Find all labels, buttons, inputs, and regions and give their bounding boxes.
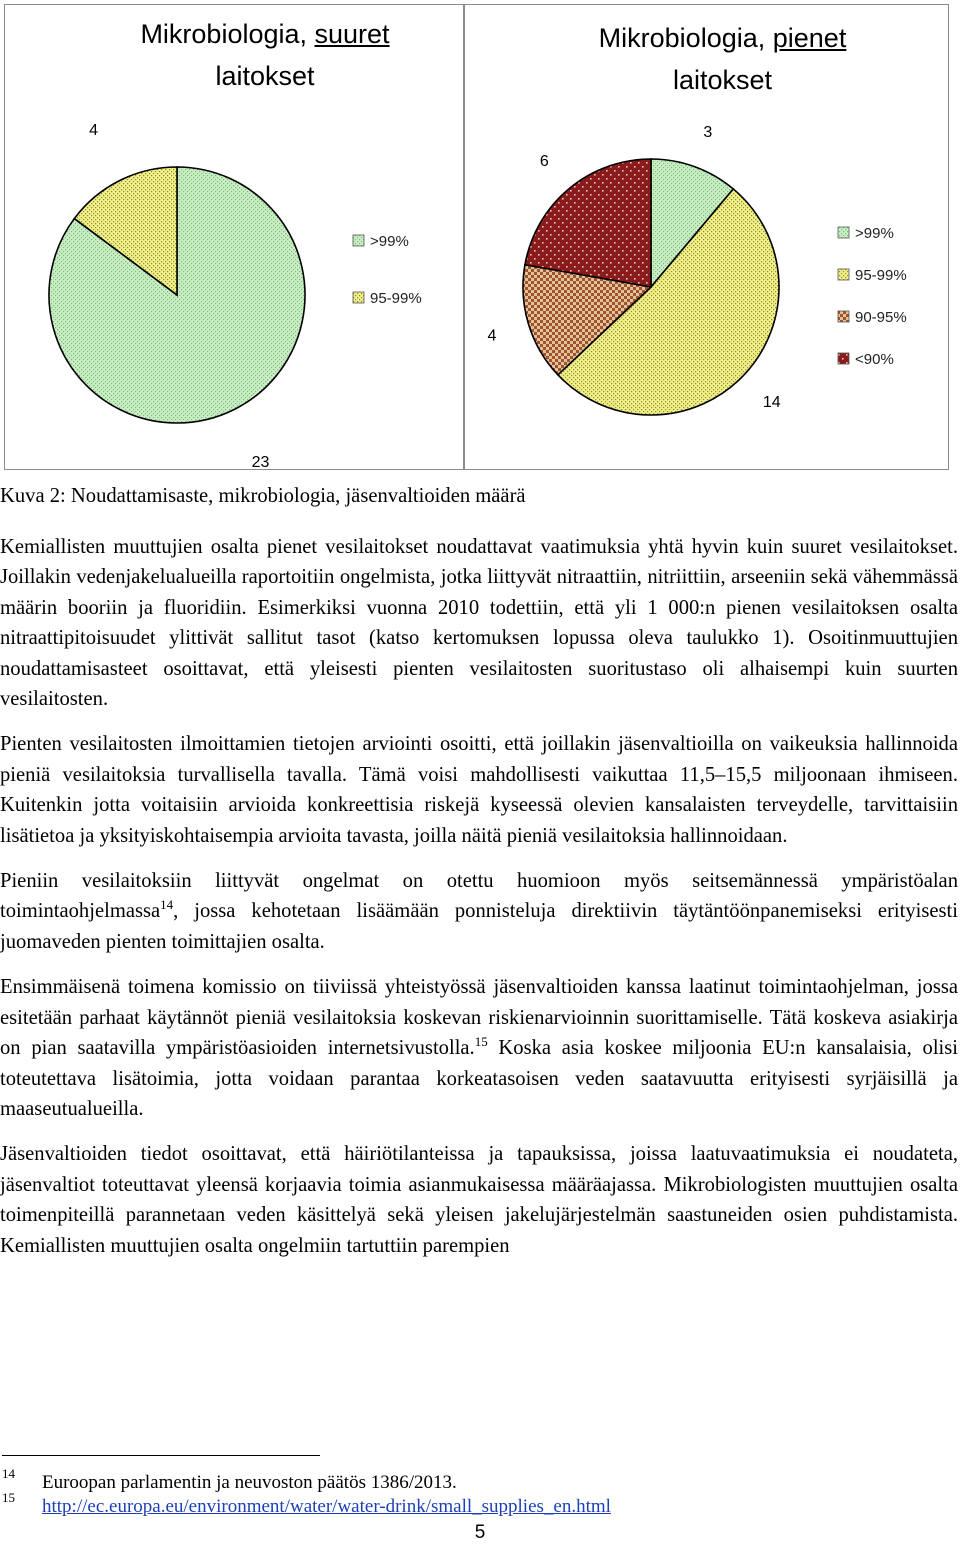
- pie-slice: [525, 159, 651, 287]
- data-label: 6: [539, 152, 549, 170]
- chart-title-suffix: laitokset: [215, 61, 315, 91]
- paragraph-2: Pienten vesilaitosten ilmoittamien tietojen arviointi osoitti, että joillakin jäsenvaltioilla on vaikeuksia hallinnoida pieniä vesilaitoksia turvallisella tavalla. Tämä voisi mahdollisesti vaikuttaa 11,5–15,5 miljoonaan ihmiseen. Kuitenkin jotta voitaisiin arvioida konkreettisia riskejä kyseessä olevien kansalaisten terveydelle, tarvittaisiin lisätietoa ja yksityiskohtaisempia arvioita tavasta, joilla näitä pieniä vesilaitoksia hallinnoidaan.: [0, 733, 958, 847]
- chart-title-suffix: laitokset: [672, 65, 773, 95]
- paragraph-1: Kemiallisten muuttujien osalta pienet vesilaitokset noudattavat vaatimuksia yhtä hyvin kuin suuret vesilaitokset. Joillakin vedenjakelualueilla raportoitiin ongelmista, jotka liittyvät nitraattiin, nitriittiin, arseeniin sekä vähemmässä määrin booriin ja fluoridiin. Esimerkiksi vuonna 2010 todettiin, että yli 1 000:n pienen vesilaitoksen osalta nitraattipitoisuudet ylittivät sallitut tasot (katso kertomuksen lopussa oleva taulukko 1). Osoitinmuuttujien noudattamisasteet osoittavat, että yleisesti pienten vesilaitosten suoritustaso oli alhaisempi kuin suurten vesilaitosten.: [0, 536, 958, 711]
- data-label: 4: [487, 327, 497, 345]
- body-text: [0, 532, 958, 1261]
- legend-label: <90%: [855, 351, 894, 368]
- paragraph-4-text: Ensimmäisenä toimena komissio on tiiviissä yhteistyössä jäsenvaltioiden kanssa laatinut toimintaohjelman, jossa esitetään parhaat käytännöt pieniä vesilaitoksia koskevan riskienarvioinnin suorittamiselle. Tätä koskeva asiakirja on pian saatavilla ympäristöasioiden internetsivustolla.: [0, 976, 958, 1060]
- footnote-ref-14[interactable]: 14: [160, 897, 174, 913]
- legend-swatch: [838, 227, 849, 238]
- data-label: 14: [762, 393, 781, 411]
- footnote-separator: [2, 1455, 320, 1456]
- legend-label: 90-95%: [855, 309, 907, 326]
- chart-title-emph: suuret: [314, 19, 390, 49]
- paragraph-4: [0, 972, 958, 1124]
- paragraph-4-text-cont: Koska asia koskee miljoonia EU:n kansalaisia, olisi toteutettava lisätoimia, jotta voidaan parantaa korkeatasoisen veden saatavuutta erityisesti syrjäisillä ja maaseutualueilla.: [0, 1037, 958, 1120]
- footnote-link[interactable]: http://ec.europa.eu/environment/water/water-drink/small_supplies_en.html: [42, 1496, 611, 1517]
- chart-title-emph: pienet: [772, 23, 847, 53]
- chart-title-prefix: Mikrobiologia,: [598, 23, 773, 53]
- paragraph-3-text-cont: , jossa kehotetaan lisäämään ponnisteluja direktiivin täytäntöönpanemiseksi erityisesti juomaveden pienten toimittajien osalta.: [0, 900, 958, 953]
- data-label: 23: [251, 454, 270, 469]
- data-label: 3: [703, 124, 713, 142]
- footnote-ref-15[interactable]: 15: [474, 1034, 488, 1050]
- legend-label: >99%: [370, 233, 409, 250]
- data-label: 4: [89, 121, 98, 139]
- legend-label: 95-99%: [370, 290, 422, 307]
- page-number: 5: [474, 1522, 486, 1543]
- paragraph-5: Jäsenvaltioiden tiedot osoittavat, että häiriötilanteissa ja tapauksissa, joissa laatuvaatimuksia ei noudateta, jäsenvaltiot toteuttavat yleensä korjaavia toimia asianmukaisessa määräajassa. Mikrobiologisten muuttujien osalta toimenpiteillä parannetaan veden käsittelyä sekä yleisen jakelujärjestelmän saastuneiden osien puhdistamista. Kemiallisten muuttujien osalta ongelmiin tartuttiin parempien: [0, 1143, 958, 1257]
- figure-caption: Kuva 2: Noudattamisaste, mikrobiologia, jäsenvaltioiden määrä: [0, 485, 526, 507]
- legend-swatch: [353, 235, 364, 246]
- footnote-number: 15: [2, 1490, 15, 1505]
- legend-swatch: [353, 292, 364, 303]
- chart-panel-small-plants: [464, 4, 949, 470]
- pie-chart-small: [465, 5, 948, 469]
- paragraph-3-text: Pieniin vesilaitoksiin liittyvät ongelmat on otettu huomioon myös seitsemännessä ympäristöalan toimintaohjelmassa: [0, 870, 958, 923]
- pie-chart-large: [5, 5, 463, 469]
- footnote-text: Euroopan parlamentin ja neuvoston päätös 1386/2013.: [42, 1472, 457, 1493]
- legend-label: 95-99%: [855, 267, 907, 284]
- chart-title-prefix: Mikrobiologia,: [140, 19, 315, 49]
- paragraph-3: [0, 866, 958, 957]
- footnote-number: 14: [2, 1466, 15, 1481]
- legend-swatch: [838, 353, 849, 364]
- legend-swatch: [838, 311, 849, 322]
- legend-swatch: [838, 269, 849, 280]
- chart-panel-large-plants: [4, 4, 464, 470]
- legend-label: >99%: [855, 225, 894, 242]
